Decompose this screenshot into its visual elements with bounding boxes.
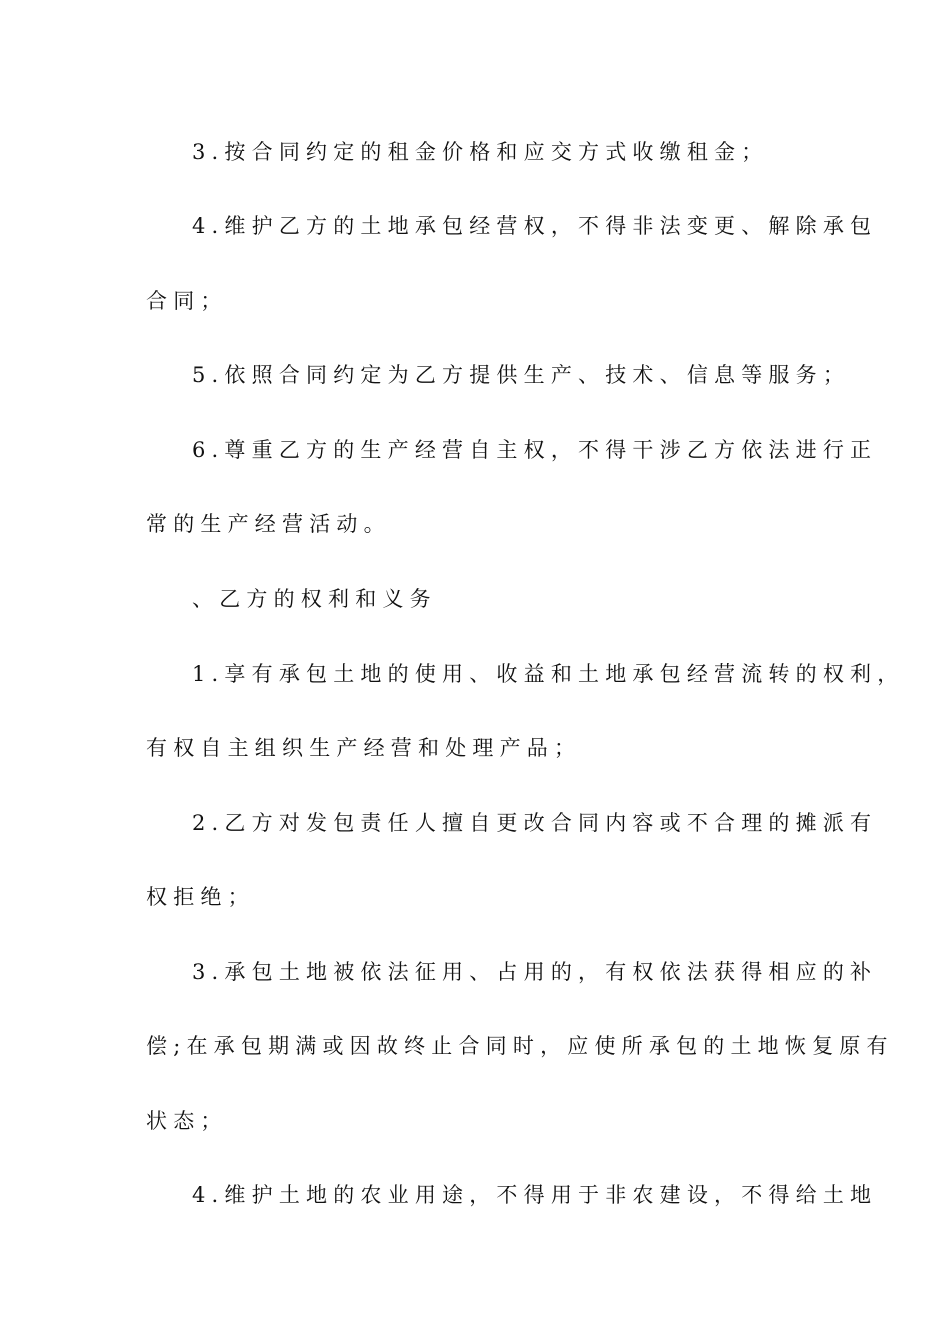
paragraph-line: 3.承包土地被依法征用、占用的，有权依法获得相应的补 [192, 960, 878, 984]
paragraph-line: 状态； [146, 1109, 228, 1133]
paragraph-line: 4.维护土地的农业用途，不得用于非农建设，不得给土地 [192, 1183, 878, 1207]
paragraph-line: 5.依照合同约定为乙方提供生产、技术、信息等服务； [192, 363, 851, 387]
paragraph-line: 权拒绝； [146, 885, 255, 909]
paragraph-line: 有权自主组织生产经营和处理产品； [146, 736, 582, 760]
paragraph-line: 常的生产经营活动。 [146, 512, 391, 536]
paragraph-line: 2.乙方对发包责任人擅自更改合同内容或不合理的摊派有 [192, 811, 878, 835]
paragraph-line: 3.按合同约定的租金价格和应交方式收缴租金； [192, 140, 769, 164]
paragraph-line: 6.尊重乙方的生产经营自主权，不得干涉乙方依法进行正 [192, 438, 878, 462]
section-heading: 、乙方的权利和义务 [192, 587, 437, 611]
paragraph-line: 合同； [146, 289, 228, 313]
paragraph-line: 1.享有承包土地的使用、收益和土地承包经营流转的权利， [192, 662, 905, 686]
paragraph-line: 偿;在承包期满或因故终止合同时，应使所承包的土地恢复原有 [146, 1034, 894, 1058]
paragraph-line: 4.维护乙方的土地承包经营权，不得非法变更、解除承包 [192, 214, 878, 238]
